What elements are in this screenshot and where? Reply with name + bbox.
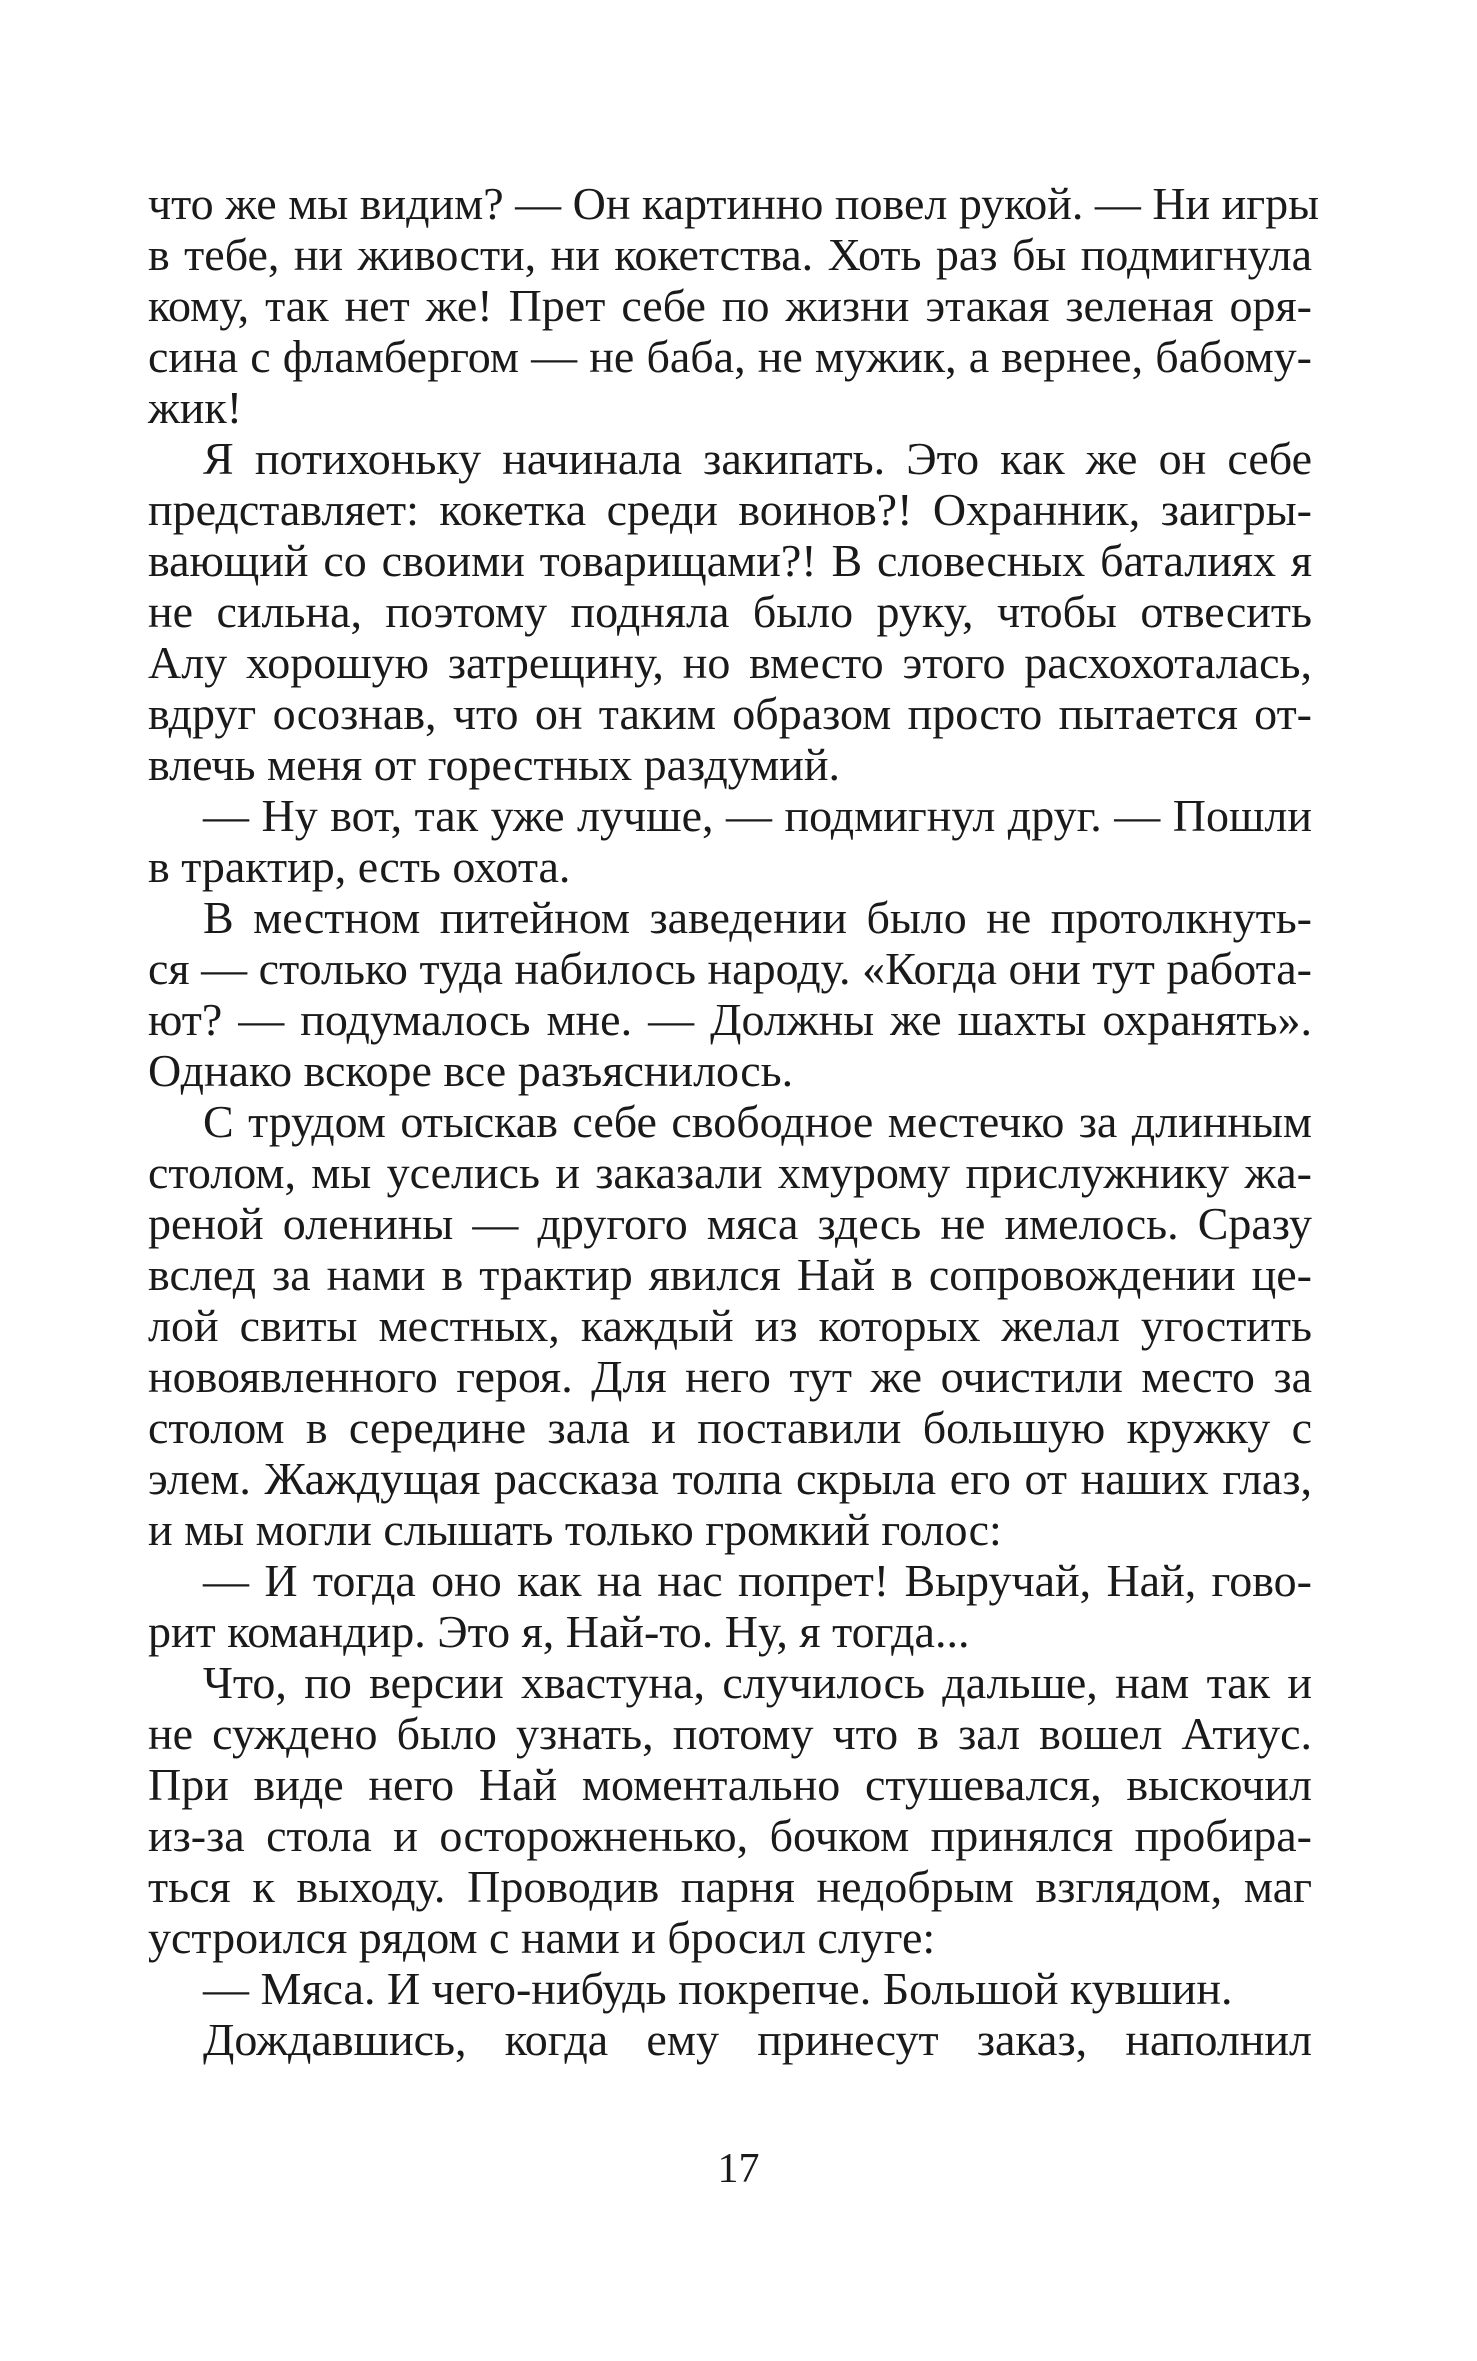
- text-line: В местном питейном заведении было не протолкнуть-: [203, 892, 1312, 943]
- text-line: ся — столько туда набилось народу. «Когда они тут работа-: [148, 943, 1312, 994]
- text-line: Я потихоньку начинала закипать. Это как же он себе: [203, 433, 1312, 484]
- body-text: [148, 178, 1320, 2065]
- text-line: Что, по версии хвастуна, случилось дальше, нам так и: [203, 1657, 1312, 1708]
- text-line: столом в середине зала и поставили большую кружку с: [148, 1402, 1312, 1453]
- text-line: жик!: [148, 382, 243, 433]
- text-line: не сильна, поэтому подняла было руку, чтобы отвесить: [148, 586, 1312, 637]
- text-line: — Мяса. И чего-нибудь покрепче. Большой кувшин.: [203, 1963, 1233, 2014]
- text-line: ют? — подумалось мне. — Должны же шахты охранять».: [148, 994, 1312, 1045]
- text-line: элем. Жаждущая рассказа толпа скрыла его от наших глаз,: [148, 1453, 1312, 1504]
- text-line: реной оленины — другого мяса здесь не имелось. Сразу: [148, 1198, 1312, 1249]
- text-line: из-за стола и осторожненько, бочком принялся пробира-: [148, 1810, 1312, 1861]
- text-line: Дождавшись, когда ему принесут заказ, наполнил: [203, 2014, 1312, 2065]
- text-line: и мы могли слышать только громкий голос:: [148, 1504, 1002, 1555]
- text-line: вслед за нами в трактир явился Най в сопровождении це-: [148, 1249, 1312, 1300]
- text-line: влечь меня от горестных раздумий.: [148, 739, 840, 790]
- text-line: не суждено было узнать, потому что в зал вошел Атиус.: [148, 1708, 1312, 1759]
- text-line: сина с фламбергом — не баба, не мужик, а вернее, бабому-: [148, 331, 1312, 382]
- text-line: новоявленного героя. Для него тут же очистили место за: [148, 1351, 1312, 1402]
- text-line: рит командир. Это я, Най-то. Ну, я тогда...: [148, 1606, 970, 1657]
- text-line: — И тогда оно как на нас попрет! Выручай, Най, гово-: [203, 1555, 1312, 1606]
- text-line: С трудом отыскав себе свободное местечко за длинным: [203, 1096, 1312, 1147]
- text-line: устроился рядом с нами и бросил слуге:: [148, 1912, 936, 1963]
- text-line: лой свиты местных, каждый из которых желал угостить: [148, 1300, 1312, 1351]
- text-line: ться к выходу. Проводив парня недобрым взглядом, маг: [148, 1861, 1312, 1912]
- text-line: что же мы видим? — Он картинно повел рукой. — Ни игры: [148, 178, 1320, 229]
- text-line: — Ну вот, так уже лучше, — подмигнул друг. — Пошли: [203, 790, 1312, 841]
- text-line: кому, так нет же! Прет себе по жизни этакая зеленая оря-: [148, 280, 1312, 331]
- text-line: в трактир, есть охота.: [148, 841, 571, 892]
- text-line: в тебе, ни живости, ни кокетства. Хоть раз бы подмигнула: [148, 229, 1312, 280]
- text-line: вдруг осознав, что он таким образом просто пытается от-: [148, 688, 1312, 739]
- text-line: Алу хорошую затрещину, но вместо этого расхохоталась,: [148, 637, 1312, 688]
- text-line: Однако вскоре все разъяснилось.: [148, 1045, 794, 1096]
- text-line: представляет: кокетка среди воинов?! Охранник, заигры-: [148, 484, 1312, 535]
- text-line: вающий со своими товарищами?! В словесных баталиях я: [148, 535, 1312, 586]
- text-line: столом, мы уселись и заказали хмурому прислужнику жа-: [148, 1147, 1312, 1198]
- text-line: При виде него Най моментально стушевался, выскочил: [148, 1759, 1312, 1810]
- page-number: 17: [717, 2146, 760, 2192]
